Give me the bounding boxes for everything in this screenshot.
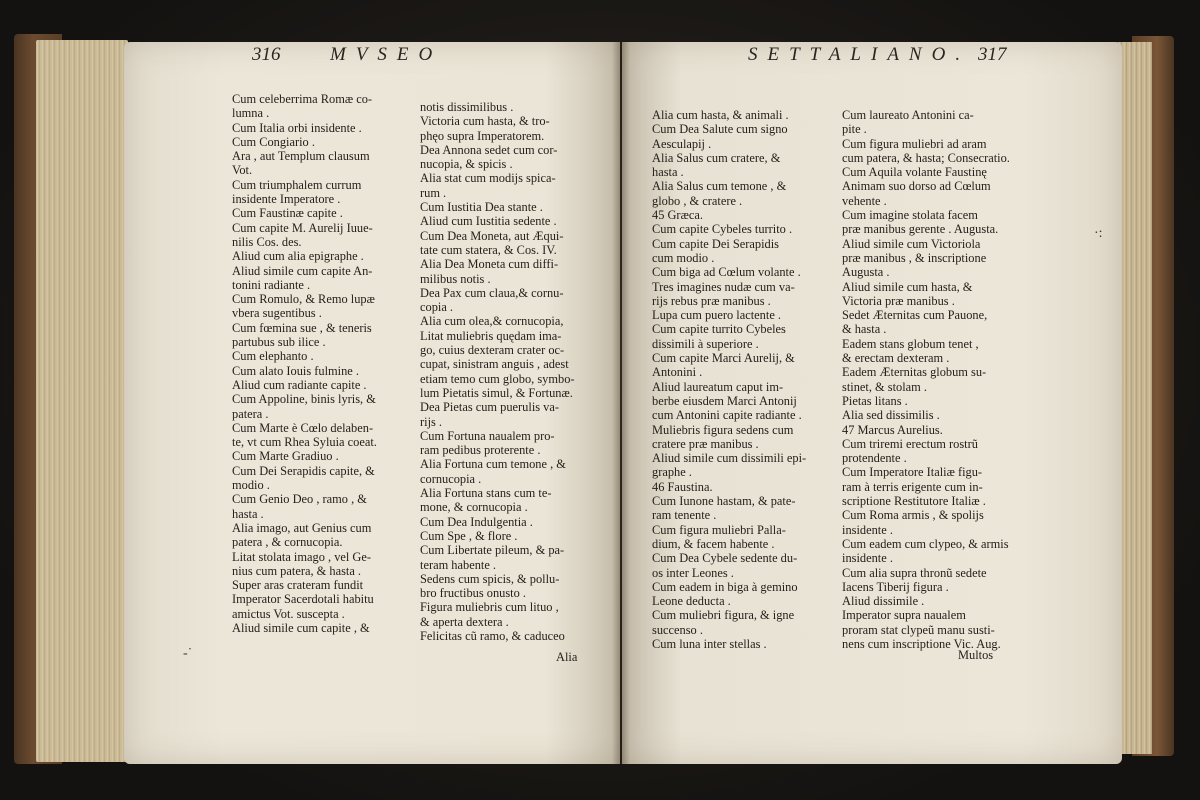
- right-page-block-edge: [1118, 42, 1152, 754]
- text-line: Sedet Æternitas cum Pauone,: [842, 308, 988, 323]
- text-line: Litat muliebris quędam ima-: [420, 328, 562, 343]
- text-line: Aliud cum alia epigraphe .: [232, 249, 364, 264]
- text-line: nius cum patera, & hasta .: [232, 563, 362, 578]
- text-line: præ manibus gerente . Augusta.: [842, 222, 999, 237]
- right-page-column-1: [652, 108, 806, 651]
- text-line: Cum Genio Deo , ramo , &: [232, 492, 367, 507]
- text-line: Cum capite Marci Aurelij, &: [652, 351, 795, 366]
- text-line: bro fructibus onusto .: [420, 586, 526, 601]
- text-line: Aesculapij .: [652, 136, 712, 151]
- text-line: Lupa cum puero lactente .: [652, 308, 782, 323]
- text-line: hasta .: [232, 506, 264, 521]
- text-line: 47 Marcus Aurelius.: [842, 422, 943, 437]
- text-line: Augusta .: [842, 265, 890, 280]
- text-line: patera , & cornucopia.: [232, 535, 343, 550]
- text-line: Eadem stans globum tenet ,: [842, 336, 979, 351]
- left-page-number: 316: [252, 44, 281, 65]
- text-line: Alia imago, aut Genius cum: [232, 520, 372, 535]
- text-line: cratere præ manibus .: [652, 436, 759, 451]
- text-line: Cum capite Cybeles turrito .: [652, 222, 793, 237]
- text-line: nens cum inscriptione Vic. Aug.: [842, 636, 1001, 651]
- text-line: Felicitas cũ ramo, & caduceo: [420, 628, 565, 643]
- text-line: graphe .: [652, 465, 692, 480]
- text-line: Cum Faustinæ capite .: [232, 206, 343, 221]
- text-line: cornucopia .: [420, 471, 482, 486]
- text-line: præ manibus , & inscriptione: [842, 250, 987, 265]
- left-running-head: MVSEO: [330, 44, 443, 65]
- text-line: Cum Spe , & flore .: [420, 528, 518, 543]
- text-line: Figura muliebris cum lituo ,: [420, 600, 559, 615]
- text-line: Cum eadem in biga à gemino: [652, 579, 798, 594]
- right-running-head: SETTALIANO.: [748, 44, 971, 65]
- text-line: Cum Italia orbi insidente .: [232, 120, 362, 135]
- left-catchword: Alia: [556, 650, 578, 664]
- text-line: Alia Dea Moneta cum diffi-: [420, 257, 559, 272]
- text-line: Cum biga ad Cœlum volante .: [652, 265, 801, 280]
- text-line: rum .: [420, 185, 447, 200]
- text-line: Cum Dea Moneta, aut Æqui-: [420, 228, 564, 243]
- text-line: scriptione Restitutore Italiæ .: [842, 494, 986, 509]
- text-line: Cum laureato Antonini ca-: [842, 108, 974, 122]
- text-line: nucopia, & spicis .: [420, 157, 513, 172]
- text-line: insidente Imperatore .: [232, 192, 341, 207]
- text-line: Leone deducta .: [652, 594, 731, 609]
- text-line: proram stat clypeũ manu susti-: [842, 622, 995, 637]
- text-line: Cum Roma armis , & spolijs: [842, 508, 984, 523]
- right-page-column-2: [842, 108, 1010, 651]
- text-line: Cum Iustitia Dea stante .: [420, 200, 543, 215]
- text-line: Cum elephanto .: [232, 349, 314, 364]
- text-line: Cum fœmina sue , & teneris: [232, 320, 372, 335]
- text-line: etiam temo cum globo, symbo-: [420, 371, 575, 386]
- book-gutter: [612, 42, 630, 764]
- text-line: & erectam dexteram .: [842, 351, 950, 366]
- text-line: Cum imagine stolata facem: [842, 208, 978, 223]
- left-page-column-2: [420, 100, 575, 643]
- text-line: hasta .: [652, 165, 684, 180]
- text-line: partubus sub ilice .: [232, 335, 326, 350]
- text-line: Alia Fortuna cum temone , &: [420, 457, 566, 472]
- text-line: te, vt cum Rhea Syluia coeat.: [232, 435, 377, 450]
- text-line: Cum Dea Cybele sedente du-: [652, 551, 798, 566]
- text-line: dissimili à superiore .: [652, 336, 759, 351]
- text-line: nilis Cos. des.: [232, 234, 302, 249]
- text-line: Dea Pax cum claua,& cornu-: [420, 285, 564, 300]
- text-line: Cum Dea Salute cum signo: [652, 122, 788, 137]
- text-line: rijs rebus præ manibus .: [652, 293, 771, 308]
- text-line: Alia Fortuna stans cum te-: [420, 486, 552, 501]
- text-line: Victoria cum hasta, & tro-: [420, 114, 550, 129]
- text-line: Aliud laureatum caput im-: [652, 379, 784, 394]
- text-line: cum patera, & hasta; Consecratio.: [842, 150, 1010, 165]
- text-line: Cum Appoline, binis lyris, &: [232, 392, 376, 407]
- text-line: lum Pietatis simul, & Fortunæ.: [420, 385, 573, 400]
- text-line: Vot.: [232, 163, 253, 178]
- text-line: Cum alato Iouis fulmine .: [232, 363, 359, 378]
- text-line: vbera sugentibus .: [232, 306, 322, 321]
- text-line: Cum eadem cum clypeo, & armis: [842, 536, 1009, 551]
- text-line: globo , & cratere .: [652, 193, 743, 208]
- text-line: Aliud cum Iustitia sedente .: [420, 214, 557, 229]
- text-line: Cum Dea Indulgentia .: [420, 514, 533, 529]
- text-line: Iacens Tiberij figura .: [842, 579, 949, 594]
- text-line: & aperta dextera .: [420, 614, 509, 629]
- text-line: go, cuius dexteram crater oc-: [420, 343, 565, 358]
- text-line: notis dissimilibus .: [420, 100, 514, 114]
- text-line: Alia sed dissimilis .: [842, 408, 940, 423]
- text-line: insidente .: [842, 522, 893, 537]
- text-line: Cum alia supra thronũ sedete: [842, 565, 987, 580]
- text-line: Alia stat cum modijs spica-: [420, 171, 556, 186]
- text-line: Litat stolata imago , vel Ge-: [232, 549, 372, 564]
- text-line: Alia cum olea,& cornucopia,: [420, 314, 564, 329]
- text-line: tonini radiante .: [232, 277, 311, 292]
- text-line: Cum capite M. Aurelij Iuue-: [232, 220, 373, 235]
- text-line: Cum capite Dei Serapidis: [652, 236, 779, 251]
- text-line: pite .: [842, 122, 867, 137]
- text-line: teram habente .: [420, 557, 497, 572]
- text-line: Cum Dei Serapidis capite, &: [232, 463, 375, 478]
- text-line: Cum figura muliebri Palla-: [652, 522, 786, 537]
- text-line: berbe eiusdem Marci Antonij: [652, 393, 797, 408]
- text-line: amictus Vot. suscepta .: [232, 606, 345, 621]
- text-line: mone, & cornucopia .: [420, 500, 528, 515]
- text-line: Victoria præ manibus .: [842, 293, 955, 308]
- text-line: ram pedibus proterente .: [420, 443, 541, 458]
- text-line: stinet, & stolam .: [842, 379, 928, 394]
- text-line: Dea Annona sedet cum cor-: [420, 142, 558, 157]
- text-line: Aliud simile cum Victoriola: [842, 236, 981, 251]
- text-line: Muliebris figura sedens cum: [652, 422, 794, 437]
- text-line: Cum Marte Gradiuo .: [232, 449, 339, 464]
- text-line: Animam suo dorso ad Cœlum: [842, 179, 991, 194]
- text-line: os inter Leones .: [652, 565, 734, 580]
- right-page-number: 317: [978, 44, 1007, 65]
- text-line: insidente .: [842, 551, 893, 566]
- text-line: Cum Libertate pileum, & pa-: [420, 543, 565, 558]
- text-line: ram à terris erigente cum in-: [842, 479, 983, 494]
- text-line: Cum Iunone hastam, & pate-: [652, 494, 796, 509]
- text-line: Alia Salus cum temone , &: [652, 179, 787, 194]
- text-line: cum Antonini capite radiante .: [652, 408, 802, 423]
- text-line: patera .: [232, 406, 269, 421]
- text-line: Imperator supra naualem: [842, 608, 966, 623]
- text-line: Aliud simile cum dissimili epi-: [652, 451, 807, 466]
- text-line: Aliud cum radiante capite .: [232, 377, 367, 392]
- text-line: Cum triremi erectum rostrũ: [842, 436, 978, 451]
- text-line: phęo supra Imperatorem.: [420, 128, 545, 143]
- text-line: Sedens cum spicis, & pollu-: [420, 571, 560, 586]
- text-line: Eadem Æternitas globum su-: [842, 365, 987, 380]
- text-line: Dea Pietas cum puerulis va-: [420, 400, 560, 415]
- left-page-block-edge: [36, 40, 128, 762]
- text-line: protendente .: [842, 451, 907, 466]
- text-line: Super aras crateram fundit: [232, 578, 364, 593]
- text-line: Aliud simile cum capite , &: [232, 620, 370, 635]
- text-line: Pietas litans .: [842, 393, 908, 408]
- text-line: Cum Romulo, & Remo lupæ: [232, 292, 375, 307]
- text-line: Imperator Sacerdotali habitu: [232, 592, 374, 607]
- text-line: tate cum statera, & Cos. IV.: [420, 242, 557, 257]
- text-line: succenso .: [652, 622, 703, 637]
- text-line: modio .: [232, 478, 270, 493]
- text-line: Alia Salus cum cratere, &: [652, 150, 781, 165]
- left-page-column-1: [232, 92, 377, 635]
- text-line: rijs .: [420, 414, 443, 429]
- text-line: Antonini .: [652, 365, 703, 380]
- text-line: & hasta .: [842, 322, 887, 337]
- text-line: Cum Marte è Cœlo delaben-: [232, 420, 374, 435]
- text-line: lumna .: [232, 106, 270, 121]
- margin-ink-mark: ‑˙: [183, 646, 193, 661]
- text-line: Cum triumphalem currum: [232, 177, 362, 192]
- text-line: Cum Fortuna naualem pro-: [420, 428, 555, 443]
- text-line: Cum figura muliebri ad aram: [842, 136, 987, 151]
- text-line: Ara , aut Templum clausum: [232, 149, 370, 164]
- text-line: Cum celeberrima Romæ co-: [232, 92, 373, 106]
- text-line: vehente .: [842, 193, 887, 208]
- text-line: Alia cum hasta, & animali .: [652, 108, 789, 122]
- text-line: milibus notis .: [420, 271, 491, 286]
- right-margin-ink-mark: ·:: [1094, 226, 1103, 241]
- text-line: cum modio .: [652, 250, 715, 265]
- text-line: 46 Faustina.: [652, 479, 713, 494]
- text-line: dium, & facem habente .: [652, 536, 775, 551]
- right-catchword: Multos: [958, 648, 994, 662]
- text-line: Cum capite turrito Cybeles: [652, 322, 786, 337]
- text-line: Cum muliebri figura, & igne: [652, 608, 795, 623]
- text-line: Cum Congiario .: [232, 134, 315, 149]
- text-line: Cum Aquila volante Faustinę: [842, 165, 987, 180]
- text-line: Tres imagines nudæ cum va-: [652, 279, 795, 294]
- text-line: ram tenente .: [652, 508, 717, 523]
- text-line: Cum luna inter stellas .: [652, 636, 767, 651]
- text-line: Cum Imperatore Italiæ figu-: [842, 465, 983, 480]
- text-line: Aliud simile cum hasta, &: [842, 279, 973, 294]
- text-line: 45 Græca.: [652, 208, 703, 223]
- text-line: cupat, sinistram anguis , adest: [420, 357, 569, 372]
- text-line: Aliud simile cum capite An-: [232, 263, 373, 278]
- text-line: Aliud dissimile .: [842, 594, 925, 609]
- text-line: copia .: [420, 300, 454, 315]
